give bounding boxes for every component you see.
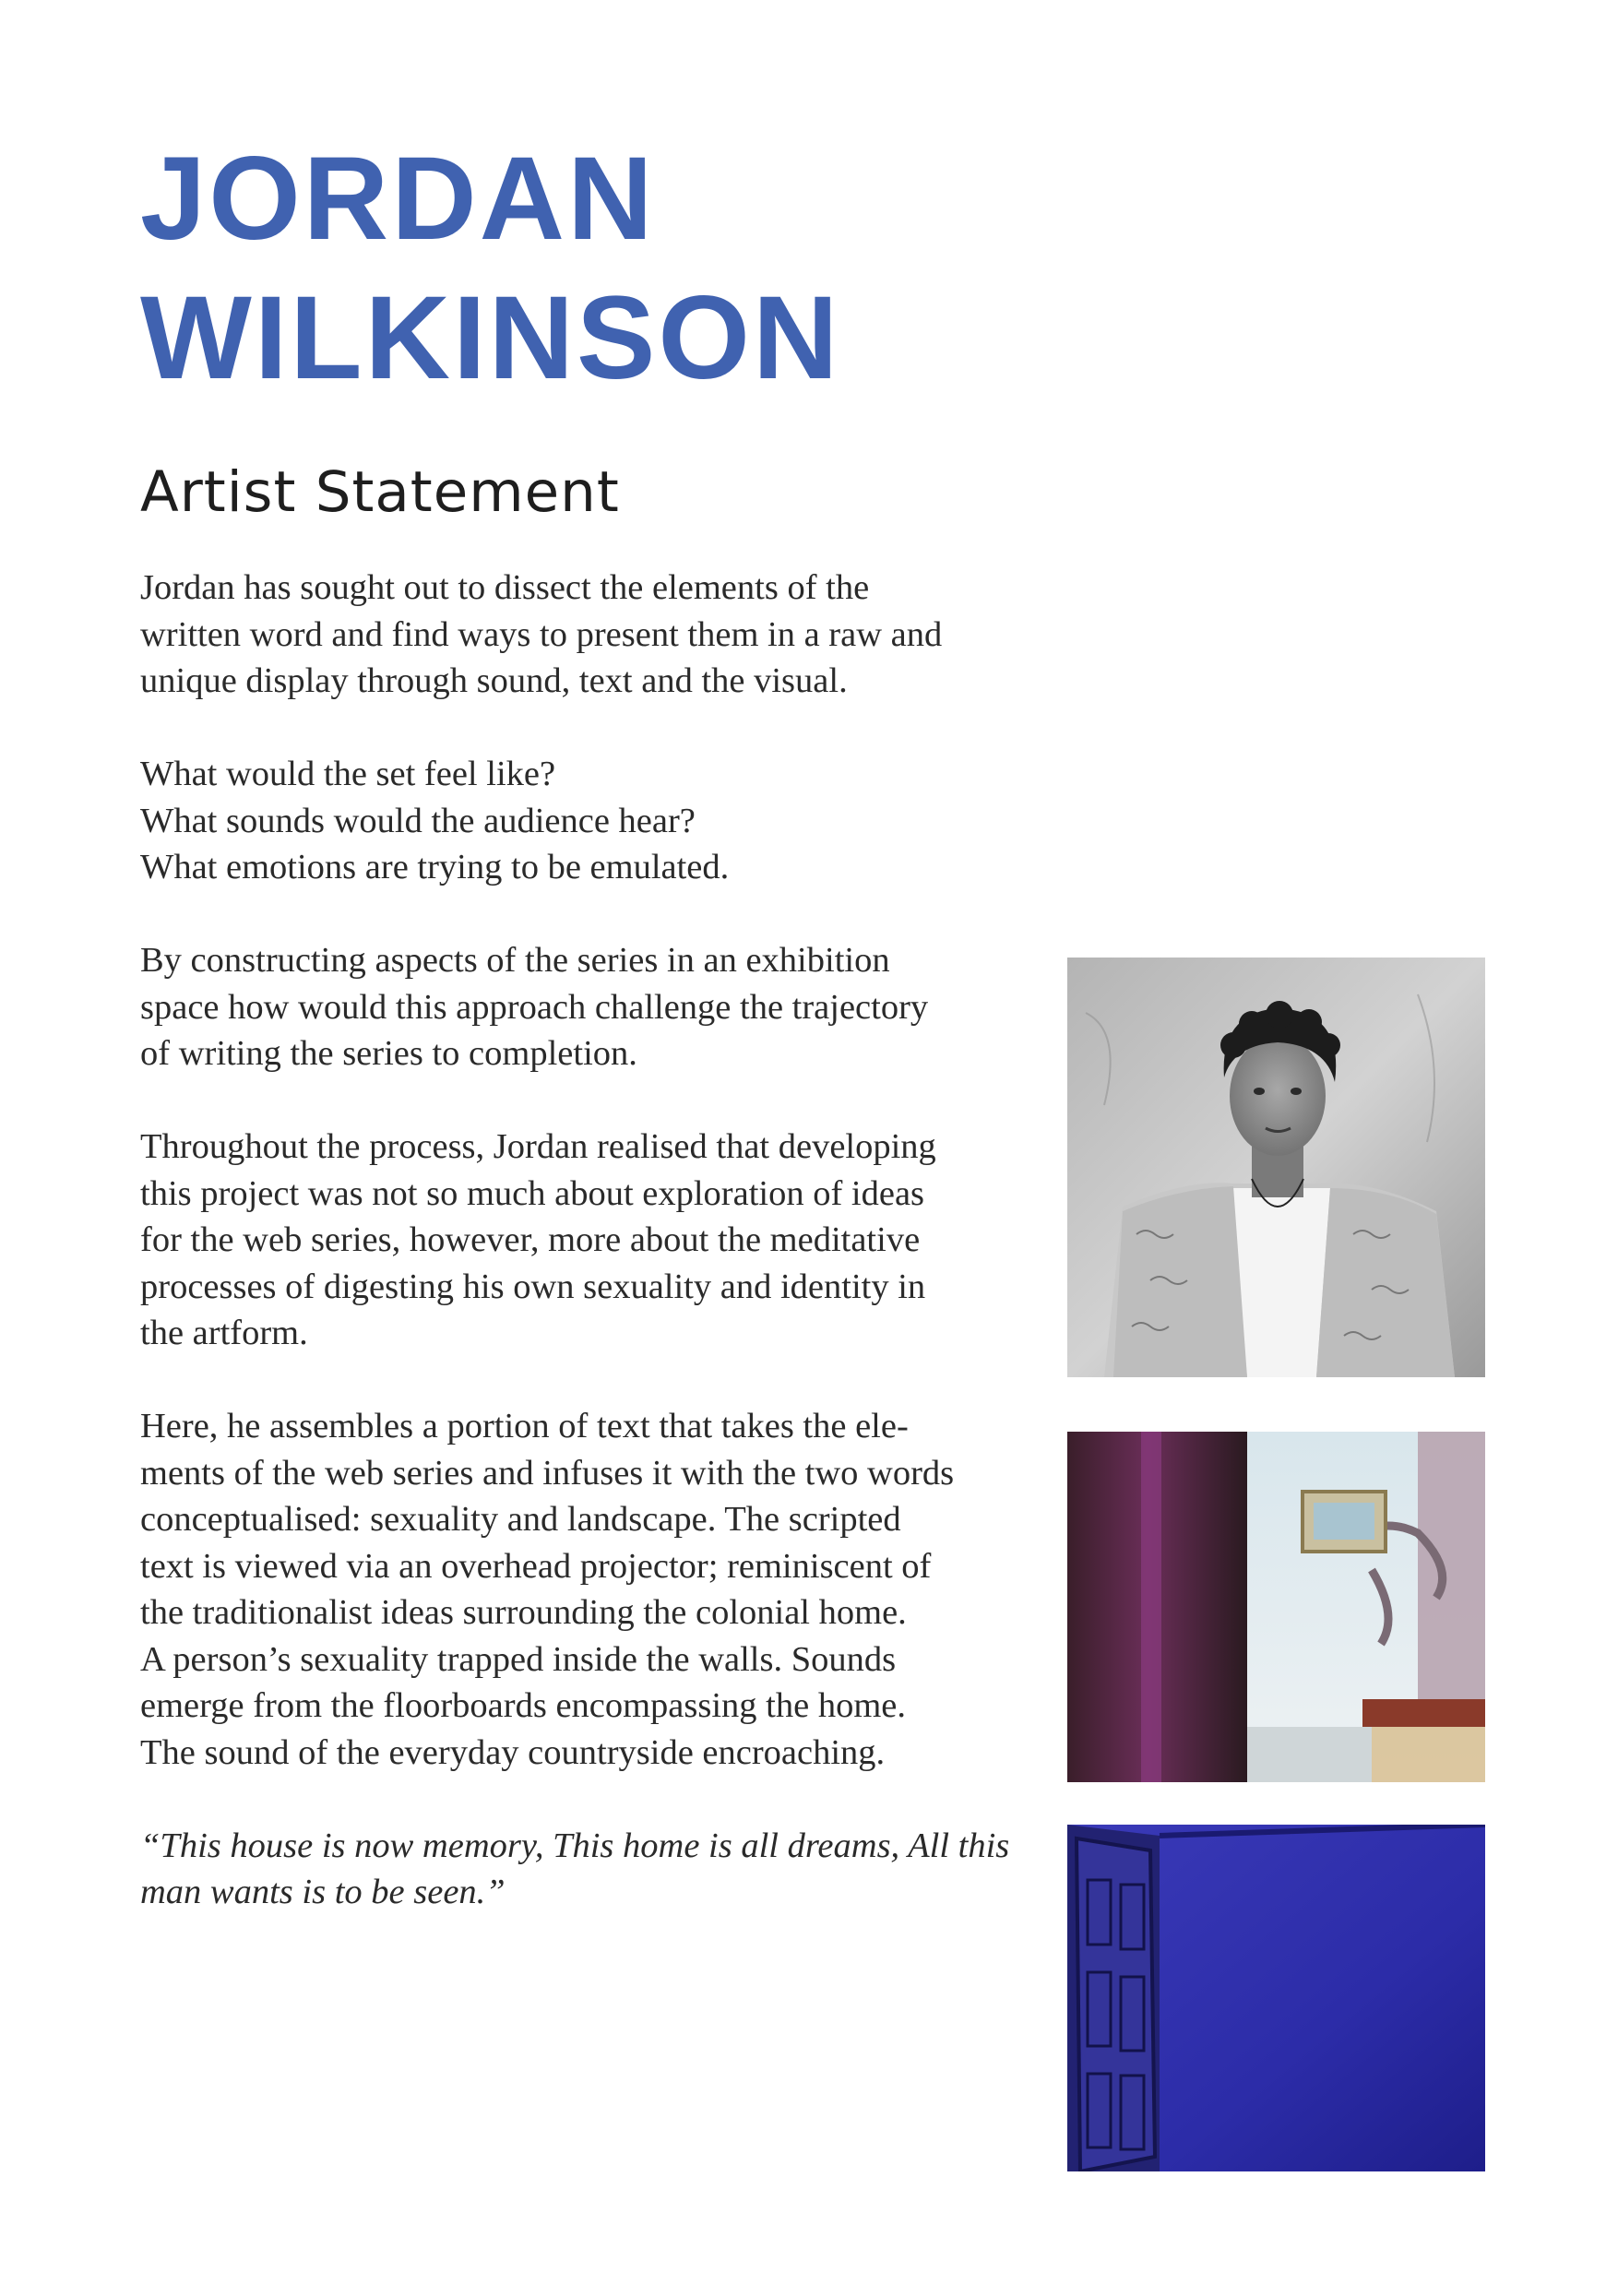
text-line: What emotions are trying to be emulated. — [140, 848, 730, 886]
statement-body — [140, 565, 1026, 1916]
artist-name — [140, 129, 840, 408]
text-line: conceptualised: sexuality and landscape. The scripted — [140, 1500, 901, 1539]
text-line: space how would this approach challenge the trajectory — [140, 987, 929, 1027]
artist-first-name: JORDAN — [140, 133, 656, 265]
text-line: of writing the series to completion. — [140, 1034, 637, 1073]
paragraph-process — [140, 1124, 1026, 1357]
text-line: Throughout the process, Jordan realised that developing — [140, 1127, 936, 1166]
installation-photo-projection — [1067, 1432, 1485, 1782]
installation-photo-blue-room — [1067, 1825, 1485, 2171]
text-line: Here, he assembles a portion of text that takes the ele- — [140, 1407, 909, 1445]
text-line: written word and find ways to present them in a raw and — [140, 614, 943, 654]
text-line: the traditionalist ideas surrounding the colonial home. — [140, 1593, 907, 1632]
section-title: Artist Statement — [140, 459, 620, 525]
text-line: emerge from the floorboards encompassing the home. — [140, 1686, 907, 1725]
paragraph-approach — [140, 937, 1026, 1077]
paragraph-intro — [140, 565, 1026, 705]
text-line: this project was not so much about exploration of ideas — [140, 1173, 925, 1213]
text-line: By constructing aspects of the series in an exhibition — [140, 941, 890, 980]
artist-portrait-photo — [1067, 958, 1485, 1377]
paragraph-questions — [140, 751, 1026, 891]
text-line: The sound of the everyday countryside encroaching. — [140, 1732, 886, 1772]
text-line: for the web series, however, more about the meditative — [140, 1220, 921, 1259]
text-line: What sounds would the audience hear? — [140, 801, 696, 840]
text-line: What would the set feel like? — [140, 755, 556, 793]
blue-room-image — [1067, 1825, 1485, 2171]
text-line: Jordan has sought out to dissect the elements of the — [140, 568, 870, 607]
text-line: text is viewed via an overhead projector; reminiscent of — [140, 1546, 932, 1586]
portrait-image — [1067, 958, 1485, 1377]
artist-last-name: WILKINSON — [140, 272, 841, 404]
text-line: A person’s sexuality trapped inside the walls. Sounds — [140, 1639, 897, 1679]
text-line: processes of digesting his own sexuality and identity in — [140, 1267, 926, 1306]
text-line: ments of the web series and infuses it with the two words — [140, 1453, 955, 1493]
quote-line: “This house is now memory, This home is all dreams, All this — [140, 1826, 1010, 1865]
text-line: unique display through sound, text and the visual. — [140, 661, 848, 700]
quote-line: man wants is to be seen.” — [140, 1873, 506, 1911]
text-line: the artform. — [140, 1314, 308, 1352]
closing-quote — [140, 1823, 1026, 1916]
installation-projection-image — [1067, 1432, 1485, 1782]
paragraph-installation — [140, 1403, 1026, 1776]
